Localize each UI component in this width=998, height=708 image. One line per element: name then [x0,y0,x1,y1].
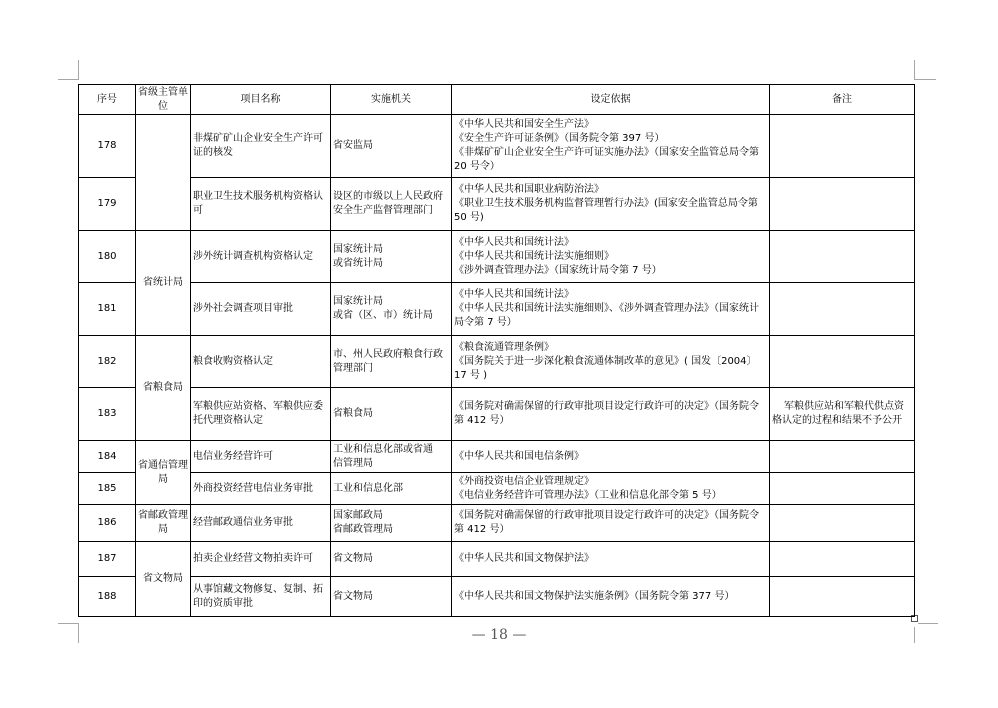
basis-line: 《安全生产许可证条例》（国务院令第 397 号） [454,133,665,144]
row-no: 183 [79,388,136,441]
crop-mark [918,623,938,624]
table-row [79,231,915,283]
crop-mark [914,79,936,80]
basis-line: 《国务院对确需保留的行政审批项目设定行政许可的决定》（国务院令第 412 号） [454,401,759,426]
unit-cell: 省统计局 [136,231,191,336]
row-item: 涉外社会调查项目审批 [191,283,331,336]
table-row [79,283,915,336]
row-basis [452,505,770,542]
basis-line: 《外商投资电信企业管理规定》 [454,475,594,487]
row-agency [331,283,452,336]
unit-cell: 省粮食局 [136,336,191,441]
row-remark [770,542,915,577]
agency-line: 工业和信息化部或省通 [333,443,433,455]
row-agency: 省安监局 [331,115,452,178]
basis-line: 《中华人民共和国职业病防治法》 [454,184,604,195]
row-no: 187 [79,542,136,577]
header-remark: 备注 [770,85,915,115]
unit-cell: 省通信管理局 [136,441,191,505]
unit-cell-empty [136,115,191,231]
row-no: 182 [79,336,136,388]
header-agency: 实施机关 [331,85,452,115]
crop-mark [78,60,79,80]
basis-line: 《粮食流通管理条例》 [454,341,554,353]
row-no: 178 [79,115,136,178]
table-row [79,388,915,441]
table-row [79,441,915,473]
row-agency [331,505,452,542]
row-item: 经营邮政通信业务审批 [191,505,331,542]
basis-line: 《非煤矿矿山企业安全生产许可证实施办法》（国家安全监管总局令第 20 号令） [454,147,759,172]
table-row [79,542,915,577]
row-basis [452,473,770,505]
table-row [79,505,915,542]
row-remark [770,231,915,283]
basis-line: 《中华人民共和国统计法实施细则》、《涉外调查管理办法》（国家统计局令第 7 号） [454,303,759,328]
agency-line: 信管理局 [333,457,373,469]
row-agency: 省文物局 [331,542,452,577]
row-no: 180 [79,231,136,283]
crop-mark [914,60,915,80]
row-basis [452,115,770,178]
row-item: 非煤矿矿山企业安全生产许可证的核发 [191,115,331,178]
header-unit: 省级主管单位 [136,85,191,115]
basis-line: 《中华人民共和国安全生产法》 [454,119,594,130]
row-no: 181 [79,283,136,336]
row-agency: 市、州人民政府粮食行政管理部门 [331,336,452,388]
unit-cell: 省文物局 [136,542,191,617]
agency-line: 或省统计局 [333,257,383,269]
table-header-row [79,85,915,115]
row-agency: 工业和信息化部 [331,473,452,505]
table-row [79,115,915,178]
basis-line: 《国务院对确需保留的行政审批项目设定行政许可的决定》（国务院令第 412 号） [454,510,759,535]
crop-mark [58,623,78,624]
row-remark [770,178,915,231]
header-item-name: 项目名称 [191,85,331,115]
row-agency: 省粮食局 [331,388,452,441]
row-remark: 军粮供应站和军粮代供点资格认定的过程和结果不予公开 [770,388,915,441]
row-remark [770,115,915,178]
basis-line: 《中华人民共和国文物保护法》 [454,553,594,564]
row-remark [770,577,915,617]
basis-line: 《国务院关于进一步深化粮食流通体制改革的意见》( 国发〔2004〕17 号 ) [454,355,757,381]
row-no: 184 [79,441,136,473]
row-basis [452,542,770,577]
row-item: 外商投资经营电信业务审批 [191,473,331,505]
row-remark [770,441,915,473]
basis-line: 《中华人民共和国统计法实施细则》 [454,250,614,262]
row-agency: 省文物局 [331,577,452,617]
agency-line: 国家邮政局 [333,510,383,521]
row-basis [452,178,770,231]
row-basis [452,283,770,336]
page-number: — 18 — [471,627,527,643]
header-basis: 设定依据 [452,85,770,115]
table-row [79,577,915,617]
row-item: 军粮供应站资格、军粮供应委托代理资格认定 [191,388,331,441]
row-item: 涉外统计调查机构资格认定 [191,231,331,283]
basis-line: 《职业卫生技术服务机构监督管理暂行办法》(国家安全监管总局令第 50 号) [454,198,758,223]
row-basis [452,231,770,283]
row-remark [770,505,915,542]
row-remark [770,473,915,505]
basis-line: 《涉外调查管理办法》（国家统计局令第 7 号） [454,264,662,276]
row-remark [770,283,915,336]
agency-line: 国家统计局 [333,243,383,255]
agency-line: 省邮政管理局 [333,524,393,535]
row-agency [331,441,452,473]
row-remark [770,336,915,388]
row-no: 186 [79,505,136,542]
row-item: 从事馆藏文物修复、复制、拓印的资质审批 [191,577,331,617]
approval-items-table [78,84,915,617]
row-no: 185 [79,473,136,505]
agency-line: 国家统计局 [333,296,383,307]
basis-line: 《电信业务经营许可管理办法》（工业和信息化部令第 5 号） [454,489,722,501]
row-basis [452,388,770,441]
row-basis [452,336,770,388]
crop-mark [58,79,78,80]
row-agency: 设区的市级以上人民政府安全生产监督管理部门 [331,178,452,231]
table-row [79,473,915,505]
row-basis [452,577,770,617]
basis-line: 《中华人民共和国电信条例》 [454,450,584,462]
agency-line: 或省（区、市）统计局 [333,310,433,321]
row-item: 拍卖企业经营文物拍卖许可 [191,542,331,577]
basis-line: 《中华人民共和国统计法》 [454,289,574,300]
row-basis [452,441,770,473]
row-agency [331,231,452,283]
header-no: 序号 [79,85,136,115]
table-row [79,178,915,231]
row-item: 职业卫生技术服务机构资格认可 [191,178,331,231]
table-row [79,336,915,388]
basis-line: 《中华人民共和国文物保护法实施条例》（国务院令第 377 号） [454,590,735,602]
basis-line: 《中华人民共和国统计法》 [454,236,574,248]
row-item: 电信业务经营许可 [191,441,331,473]
unit-cell: 省邮政管理局 [136,505,191,542]
row-item: 粮食收购资格认定 [191,336,331,388]
row-no: 188 [79,577,136,617]
row-no: 179 [79,178,136,231]
